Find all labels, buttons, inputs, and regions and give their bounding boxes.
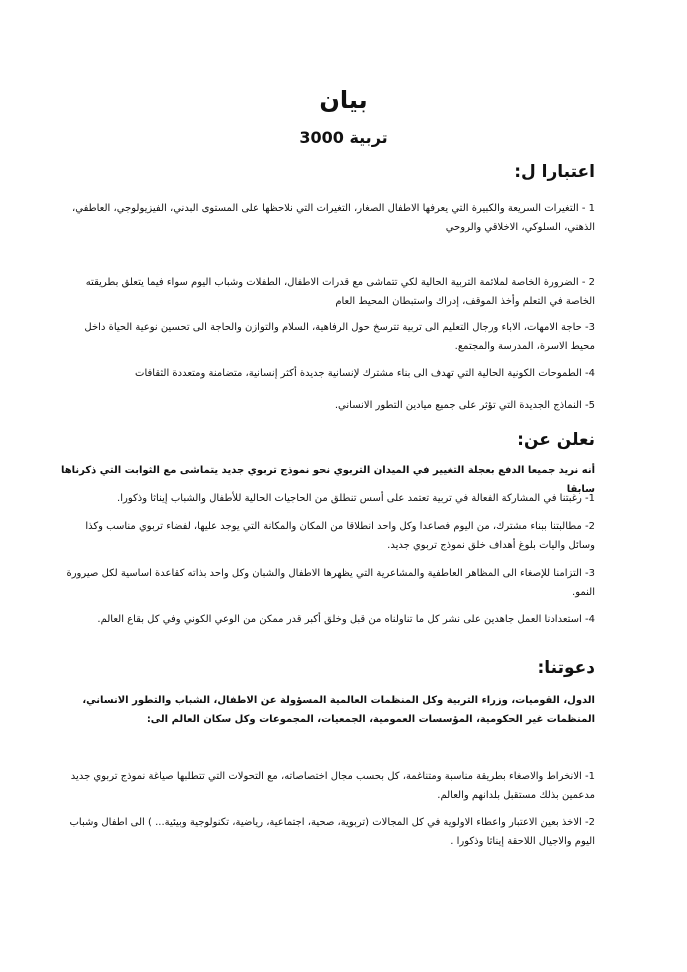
list-item: 2- مطالبتنا ببناء مشترك، من اليوم فصاعدا وكل واحد انطلاقا من المكان والمكانة التي يوجد عليها، لفضاء تربوي مناسب وكذا وسائل واليات بلوغ أهداف خلق نموذج تربوي جديد.: [85, 521, 595, 551]
list-item: 3- التزامنا للإصغاء الى المظاهر العاطفية والمشاعرية التي يظهرها الاطفال والشبان وكل واحد بذاته كقاعدة اساسية لكل صيرورة النمو.: [66, 568, 595, 598]
list-item: 1 - التغيرات السريعة والكبيرة التي يعرفها الاطفال الصغار، التغيرات التي نلاحظها على المستوى البدني، الفيزيولوجي، العاطفي، الذهني، السلوكي، الاخلاقي والروحي: [72, 203, 595, 233]
section-intro: أنه نريد جميعا الدفع بعجلة التغيير في الميدان التربوي نحو نموذج تربوي جديد يتماشى مع الثوابت التي ذكرناها سابقا: [60, 465, 595, 495]
section-heading-call: دعوتنا:: [537, 658, 595, 678]
list-item: 3- حاجة الامهات، الاباء ورجال التعليم الى تربية تترسخ حول الرفاهية، السلام والتوازن والحاجة الى تحسين نوعية الحياة داخل محيط الاسرة، المدرسة والمجتمع.: [84, 322, 595, 352]
list-item: 1- رغبتنا في المشاركة الفعالة في تربية تعتمد على أسس تنطلق من الحاجيات الحالية للأطفال والشباب إيناثا وذكورا.: [117, 493, 595, 504]
list-item: 5- النماذج الجديدة التي تؤثر على جميع ميادين التطور الانساني.: [334, 400, 595, 411]
section-heading-considerations: اعتبارا ل:: [514, 162, 595, 182]
section-heading-declaration: نعلن عن:: [517, 430, 595, 450]
document-subtitle: تربية 3000: [299, 128, 388, 147]
section-intro: الدول، القوميات، وزراء التربية وكل المنظمات العالمية المسؤولة عن الاطفال، الشباب والتطور الانساني، المنظمات غير الحكومية، المؤسسات العمومية، الجمعيات، المجموعات وكل سكان العالم الى:: [82, 695, 595, 725]
list-item: 1- الانخراط والاصغاء بطريقة مناسبة ومتناغمة، كل بحسب مجال اختصاصاته، مع التحولات التي تتطلبها صياغة نموذج تربوي جديد مدعمين بذلك مستقبل بلدانهم والعالم.: [70, 771, 595, 801]
list-item: 4- الطموحات الكونية الحالية التي تهدف الى بناء مشترك لإنسانية جديدة أكثر إنسانية، متضامنة ومتعددة الثقافات: [135, 368, 595, 379]
document-title: بيان: [319, 86, 368, 114]
list-item: 2 - الضرورة الخاصة لملائمة التربية الحالية لكي تتماشى مع قدرات الاطفال، الطفلات وشباب اليوم سواء فيما يتعلق بطريقته الخاصة في التعلم وأخذ الموقف، إدراك واستبطان المحيط العام: [85, 277, 595, 307]
list-item: 2- الاخذ بعين الاعتبار واعطاء الاولوية في كل المجالات (تربوية، صحية، اجتماعية، رياضية، تكنولوجية وبيئية... ) الى اطفال وشباب اليوم والاجيال اللاحقة إيناثا وذكورا .: [69, 817, 595, 847]
list-item: 4- استعدادنا العمل جاهدين على نشر كل ما تناولناه من قبل وخلق أكبر قدر ممكن من الوعي الكوني وفي كل بقاع العالم.: [97, 614, 595, 625]
